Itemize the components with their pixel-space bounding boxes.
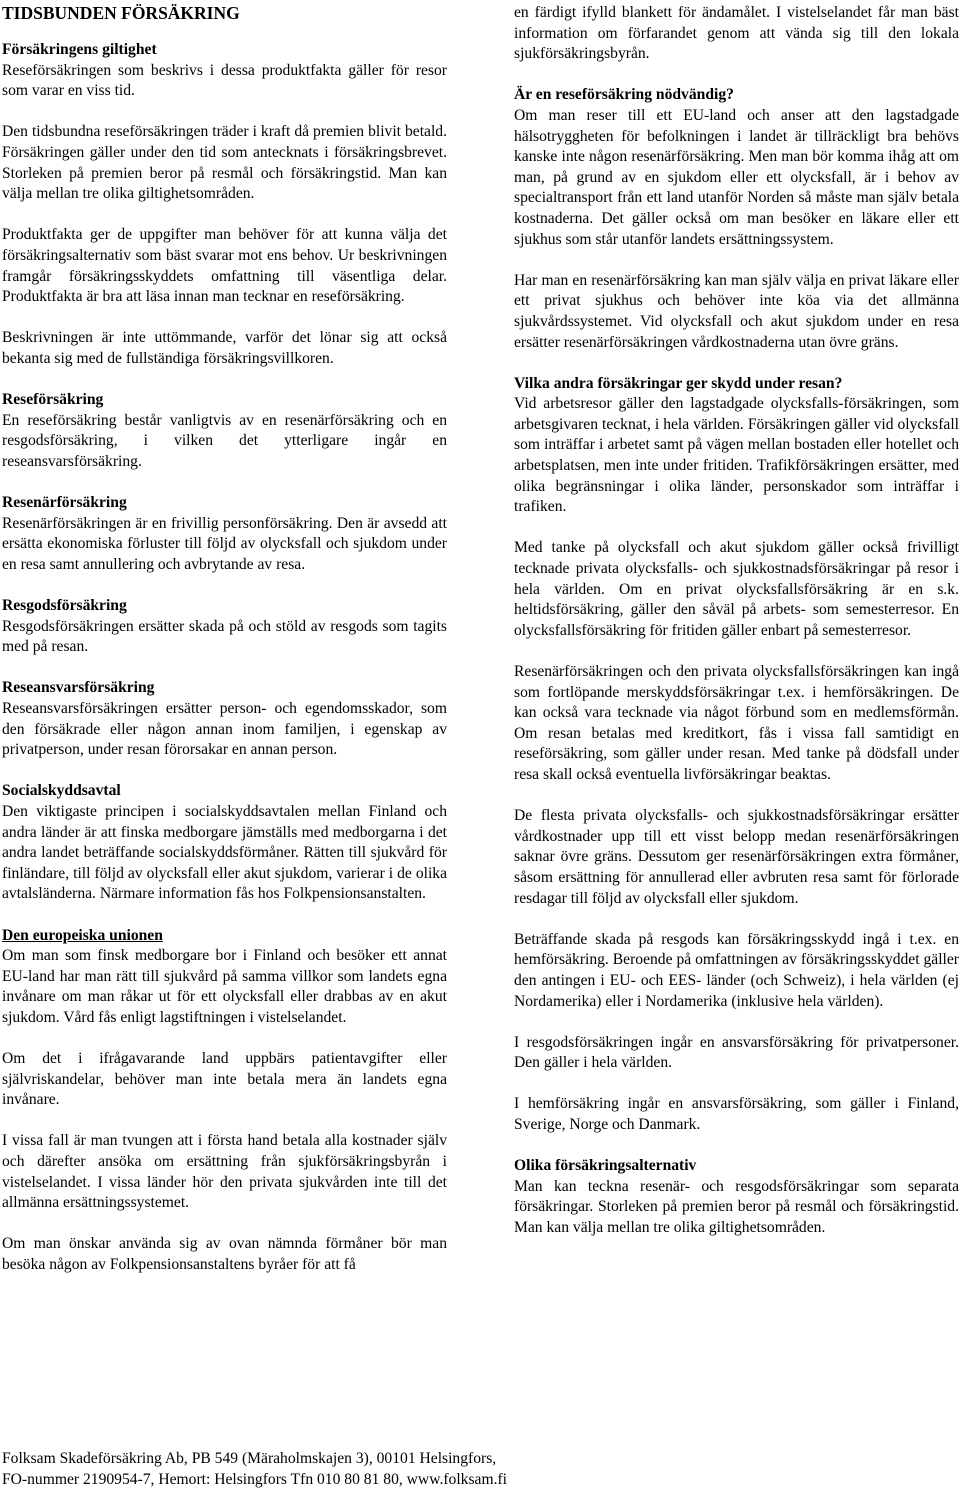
paragraph: Beträffande skada på resgods kan försäkringsskydd ingå i t.ex. en hemförsäkring. Beroende på omfattningen av försäkringsskyddet gäller den antingen i EU- och EES- länder (och Schweiz), i hela världen (ej Nordamerika) eller i Nordamerika (inklusive hela världen). — [514, 930, 959, 1010]
left-column — [2, 40, 447, 1296]
paragraph: Reseförsäkringen som beskrivs i dessa produktfakta gäller för resor som varar en viss tid. — [2, 61, 447, 100]
section-heading: Olika försäkringsalternativ — [514, 1157, 697, 1175]
section-heading: Försäkringens giltighet — [2, 41, 157, 58]
section-giltighet — [2, 40, 447, 370]
page-title: TIDSBUNDEN FÖRSÄKRING — [2, 3, 240, 23]
paragraph: Om man reser till ett EU-land och anser att den lagstadgade hälsotryggheten för befolkningen i landet är tillräckligt bra behövs kanske inte någon resenärförsäkring. Men man bör komma ihåg att om man, på grund av en sjukdom eller ett olycksfall, är i behov av specialtransport från ett land utanför Norden så måste man själv betala kostnaderna. Det gäller också om man besöker en läkare eller ett sjukhus som står utanför landets ersättningssystem. — [514, 106, 959, 248]
section-heading: Reseansvarsförsäkring — [2, 679, 155, 697]
section-socialskyddsavtal — [2, 781, 447, 905]
section-reseforsakring — [2, 390, 447, 472]
paragraph: Man kan teckna resenär- och resgodsförsäkringar som separata försäkringar. Storleken på premien beror på resmål och försäkringstid. Man kan välja mellan tre olika giltighetsområden. — [514, 1177, 959, 1237]
section-andra-forsakringar — [514, 374, 959, 1136]
paragraph: De flesta privata olycksfalls- och sjukkostnadsförsäkringar ersätter vårdkostnader upp till ett visst belopp medan resenärförsäkringen saknar övre gräns. Dessutom ger resenärförsäkringen extra förmåner, såsom ersättning för annullerad eller avbruten resa samt för förlorade resdagar till följd av olycksfall eller sjukdom. — [514, 807, 959, 907]
section-continuation — [514, 3, 959, 65]
section-heading: Socialskyddsavtal — [2, 782, 121, 800]
paragraph: Om man som finsk medborgare bor i Finland och besöker ett annat EU-land har man rätt till sjukvård på samma villkor som landets egna invånare om man råkar ut för ett olycksfall eller drabbas av en akut sjukdom. Vård fås enligt lagstiftningen i vistelselandet. — [2, 947, 447, 1026]
paragraph: Produktfakta ger de uppgifter man behöver för att kunna välja det försäkringsalternativ som bäst svarar mot ens behov. Ur beskrivningen framgår försäkringsskyddets omfattning till väsentliga delar. Produktfakta är bra att läsa innan man tecknar en reseförsäkring. — [2, 226, 447, 306]
section-resenarforsakring — [2, 493, 447, 575]
right-column — [514, 3, 959, 1259]
paragraph: Om det i ifrågavarande land uppbärs patientavgifter eller självriskandelar, behöver man inte betala mera än landets egna invånare. — [2, 1050, 447, 1109]
paragraph: En reseförsäkring består vanligtvis av en resenärförsäkring och en resgodsförsäkring, i vilken det ytterligare ingår en reseansvarsförsäkring. — [2, 411, 447, 470]
section-nodvandig — [514, 85, 959, 353]
paragraph: Har man en resenärförsäkring kan man själv välja en privat läkare eller ett privat sjukhus och behöver inte köa via det allmänna sjukvårdssystemet. Vid olycksfall och akut sjukdom under en resa ersätter resenärförsäkringen vårdkostnaderna utan övre gräns. — [514, 271, 959, 351]
paragraph: Med tanke på olycksfall och akut sjukdom gäller också frivilligt tecknade privata olycksfalls- och sjukkostnadsförsäkringar på resor i hela världen. Om en privat olycksfallsförsäkring är en s.k. heltidsförsäkring, gäller den såväl på arbets- som semesterresor. En olycksfallsförsäkring för fritiden gäller enbart på semesterresor. — [514, 539, 959, 639]
section-heading: Vilka andra försäkringar ger skydd under resan? — [514, 374, 843, 392]
paragraph: I vissa fall är man tvungen att i första hand betala alla kostnader själv och därefter ansöka om ersättning från sjukförsäkringsbyrån i vistelselandet. I vissa länder hör den privata sjukvården inte till det allmänna ersättningssystemet. — [2, 1132, 447, 1212]
paragraph: Vid arbetsresor gäller den lagstadgade olycksfalls-försäkringen, som arbetsgivaren tecknat, i hela världen. Försäkringen gäller vid olycksfall som inträffar i arbetet samt på vägen mellan bostaden eller hotellet och arbetsplatsen, men inte under fritiden. Trafikförsäkringen ersätter, med olika begränsningar i olika länder, personskador som inträffar i trafiken. — [514, 395, 959, 516]
section-heading: Resgodsförsäkring — [2, 597, 127, 615]
footer-contact: FO-nummer 2190954-7, Hemort: Helsingfors Tfn 010 80 81 80, www.folksam.fi — [2, 1471, 508, 1488]
section-heading: Resenärförsäkring — [2, 494, 127, 512]
section-forsakringsalternativ — [514, 1156, 959, 1238]
paragraph: en färdigt ifylld blankett för ändamålet. I vistelselandet får man bäst information om förfarandet genom att vända sig till den lokala sjukförsäkringsbyrån. — [514, 4, 959, 63]
paragraph: Reseansvarsförsäkringen ersätter person- och egendomsskador, som den försäkrade eller någon annan inom familjen, i egenskap av privatperson, under resan förorsakar en annan person. — [2, 700, 447, 759]
footer — [2, 1448, 902, 1490]
paragraph: I hemförsäkring ingår en ansvarsförsäkring, som gäller i Finland, Sverige, Norge och Danmark. — [514, 1095, 959, 1134]
section-heading: Reseförsäkring — [2, 391, 104, 409]
section-reseansvarsforsakring — [2, 678, 447, 760]
paragraph: Den tidsbundna reseförsäkringen träder i kraft då premien blivit betald. Försäkringen gäller under den tid som antecknats i försäkringsbrevet. Storleken på premien beror på resmål och försäkringstid. Man kan välja mellan tre olika giltighetsområden. — [2, 123, 447, 203]
paragraph: Resenärförsäkringen och den privata olycksfallsförsäkringen kan ingå som fortlöpande merskyddsförsäkringar t.ex. i hemförsäkringen. De kan också vara tecknade via något förbund som en medlemsförmån. Om resan betalas med kreditkort, fås i vissa fall samtidigt en reseförsäkring, som gäller under resan. Med tanke på dödsfall under resa skall också eventuella livförsäkringar beaktas. — [514, 663, 959, 783]
paragraph: I resgodsförsäkringen ingår en ansvarsförsäkring för privatpersoner. Den gäller i hela världen. — [514, 1033, 959, 1072]
section-europeiska-unionen — [2, 926, 447, 1276]
paragraph: Den viktigaste principen i socialskyddsavtalen mellan Finland och andra länder är att finska medborgare jämställs med medborgarna i det andra landet beträffande socialskyddsförmåner. Rätten till sjukvård för finländare, till följd av olycksfall eller akut sjukdom, varierar i de olika avtalsländerna. Närmare information fås hos Folkpensionsanstalten. — [2, 802, 447, 903]
section-heading: Är en reseförsäkring nödvändig? — [514, 86, 734, 104]
paragraph: Om man önskar använda sig av ovan nämnda förmåner bör man besöka någon av Folkpensionsanstaltens byråer för att få — [2, 1235, 447, 1274]
footer-address: Folksam Skadeförsäkring Ab, PB 549 (Märaholmskajen 3), 00101 Helsingfors, — [2, 1450, 497, 1467]
section-heading: Den europeiska unionen — [2, 926, 163, 944]
section-resgodsforsakring — [2, 596, 447, 658]
paragraph: Resgodsförsäkringen ersätter skada på och stöld av resgods som tagits med på resan. — [2, 617, 447, 656]
paragraph: Beskrivningen är inte uttömmande, varför det lönar sig att också bekanta sig med de fullständiga försäkringsvillkoren. — [2, 329, 447, 367]
paragraph: Resenärförsäkringen är en frivillig personförsäkring. Den är avsedd att ersätta ekonomiska förluster till följd av olycksfall och sjukdom under en resa samt annullering och avbrytande av resa. — [2, 514, 447, 573]
